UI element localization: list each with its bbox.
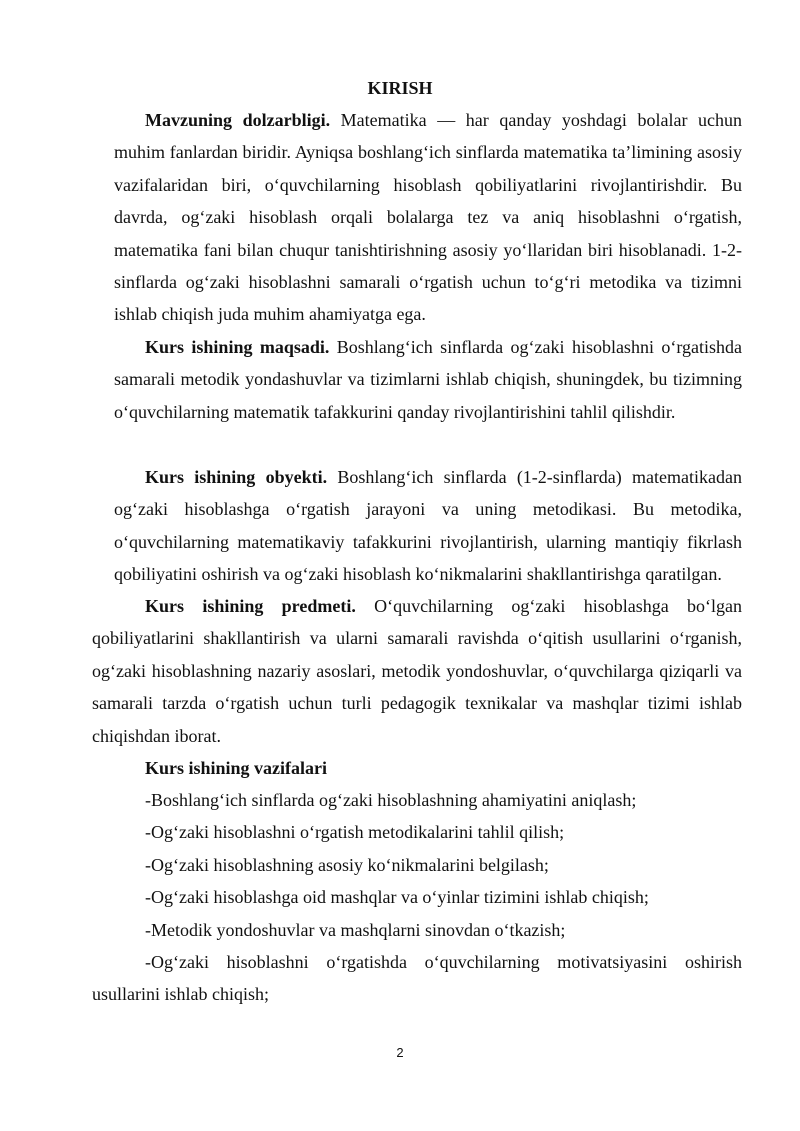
paragraph-label: Mavzuning dolzarbligi.	[145, 110, 331, 130]
task-item: -Og‘zaki hisoblashni o‘rgatishda o‘quvchilarning motivatsiyasini oshirish usullarini ishlab chiqish;	[92, 952, 742, 1005]
page-title: KIRISH	[367, 78, 433, 98]
paragraph-text: Boshlang‘ich sinflarda (1-2-sinflarda) matematikadan og‘zaki hisoblashga o‘rgatish jarayoni va uning metodikasi. Bu metodika, o‘quvchilarning matematikaviy tafakkurini rivojlantirish, ularning mantiqiy fikrlash qobiliyatini oshirish va og‘zaki hisoblash ko‘nikmalarini shakllantirishga qaratilgan.	[114, 467, 742, 585]
tasks-heading: Kurs ishining vazifalari	[145, 758, 328, 778]
paragraph-text: Matematika — har qanday yoshdagi bolalar uchun muhim fanlardan biridir. Ayniqsa boshlang‘ich sinflarda matematika ta’limining asosiy vazifalaridan biri, o‘quvchilarning hisoblash qobiliyatlarini rivojlantirishdir. Bu davrda, og‘zaki hisoblash orqali bolalarga tez va aniq hisoblashni o‘rgatish, matematika fani bilan chuqur tanishtirishning asosiy yo‘llaridan biri hisoblanadi. 1-2-sinflarda og‘zaki hisoblashni samarali o‘rgatish uchun to‘g‘ri metodika va tizimni ishlab chiqish juda muhim ahamiyatga ega.	[114, 110, 742, 325]
paragraph-label: Kurs ishining predmeti.	[145, 596, 356, 616]
task-item: -Og‘zaki hisoblashning asosiy ko‘nikmalarini belgilash;	[145, 855, 549, 875]
task-item: -Og‘zaki hisoblashga oid mashqlar va o‘yinlar tizimini ishlab chiqish;	[145, 887, 649, 907]
paragraph-maqsad	[114, 331, 742, 428]
paragraph-text: O‘quvchilarning og‘zaki hisoblashga bo‘lgan qobiliyatlarini shakllantirish va ularni samarali ravishda o‘qitish usullarini o‘rganish, og‘zaki hisoblashning nazariy asoslari, metodik yondoshuvlar, o‘quvchilarga qiziqarli va samarali tarzda o‘rgatish uchun turli pedagogik texnikalar va mashqlar tizimi ishlab chiqishdan iborat.	[92, 596, 742, 746]
paragraph-label: Kurs ishining obyekti.	[145, 467, 328, 487]
task-item: -Boshlang‘ich sinflarda og‘zaki hisoblashning ahamiyatini aniqlash;	[145, 790, 637, 810]
paragraph-dolzarblik	[114, 104, 742, 331]
paragraph-label: Kurs ishining maqsadi.	[145, 337, 330, 357]
paragraph-text: Boshlang‘ich sinflarda og‘zaki hisoblashni o‘rgatishda samarali metodik yondashuvlar va tizimlarni ishlab chiqish, shuningdek, bu tizimning o‘quvchilarning matematik tafakkurini qanday rivojlantirishini tahlil qilishdir.	[114, 337, 742, 422]
paragraph-obyekt	[114, 461, 742, 591]
task-item: -Metodik yondoshuvlar va mashqlarni sinovdan o‘tkazish;	[145, 920, 566, 940]
paragraph-predmet	[92, 590, 742, 752]
page-number: 2	[396, 1045, 404, 1060]
task-item: -Og‘zaki hisoblashni o‘rgatish metodikalarini tahlil qilish;	[145, 822, 565, 842]
